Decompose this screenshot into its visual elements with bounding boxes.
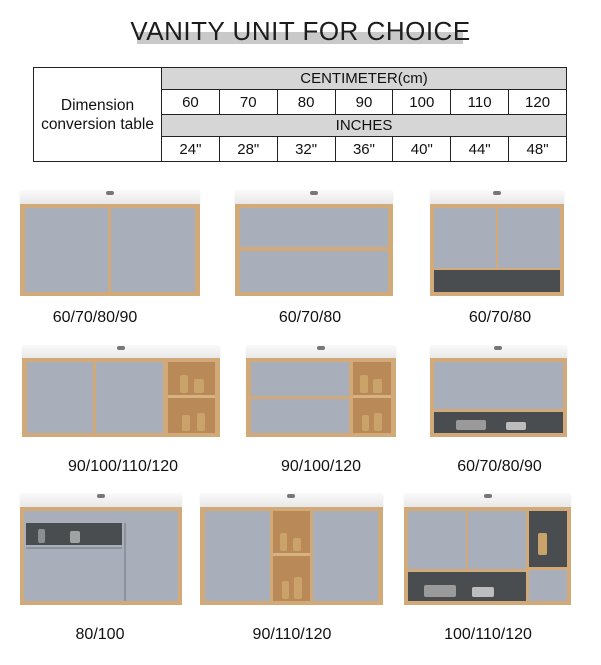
vanity-caption-7: 80/100: [75, 626, 125, 643]
inch-value: 28": [219, 137, 277, 162]
title-wrap: [0, 14, 601, 48]
inch-value: 36": [335, 137, 393, 162]
inch-value: 24": [162, 137, 220, 162]
vanity-image-6: [430, 345, 567, 440]
cm-value: 70: [219, 90, 277, 115]
inch-value: 32": [277, 137, 335, 162]
cm-value: 100: [393, 90, 451, 115]
table-label: Dimension conversion table: [34, 68, 162, 162]
vanity-caption-9: 100/110/120: [444, 626, 532, 643]
cm-value: 60: [162, 90, 220, 115]
dimension-conversion-table: [33, 67, 567, 162]
cm-header: CENTIMETER(cm): [162, 68, 567, 90]
inch-value: 44": [451, 137, 509, 162]
vanity-caption-4: 90/100/110/120: [67, 458, 179, 475]
vanity-caption-6: 60/70/80/90: [457, 458, 542, 475]
cm-value: 80: [277, 90, 335, 115]
vanity-image-5: [246, 345, 396, 440]
vanity-image-9: [404, 493, 571, 608]
vanity-image-3: [430, 190, 564, 300]
cm-value: 90: [335, 90, 393, 115]
vanity-caption-5: 90/100/120: [280, 458, 362, 475]
vanity-image-7: [20, 493, 182, 608]
vanity-caption-1: 60/70/80/90: [52, 309, 138, 326]
vanity-image-8: [200, 493, 383, 608]
inch-value: 48": [509, 137, 567, 162]
vanity-image-2: [235, 190, 393, 300]
vanity-image-1: [20, 190, 200, 300]
inch-value: 40": [393, 137, 451, 162]
cm-value: 110: [451, 90, 509, 115]
page-title: VANITY UNIT FOR CHOICE: [130, 16, 471, 46]
inch-header: INCHES: [162, 115, 567, 137]
vanity-caption-3: 60/70/80: [468, 309, 532, 326]
cm-value: 120: [509, 90, 567, 115]
vanity-caption-2: 60/70/80: [278, 309, 342, 326]
vanity-image-4: [22, 345, 220, 440]
vanity-caption-8: 90/110/120: [252, 626, 332, 643]
